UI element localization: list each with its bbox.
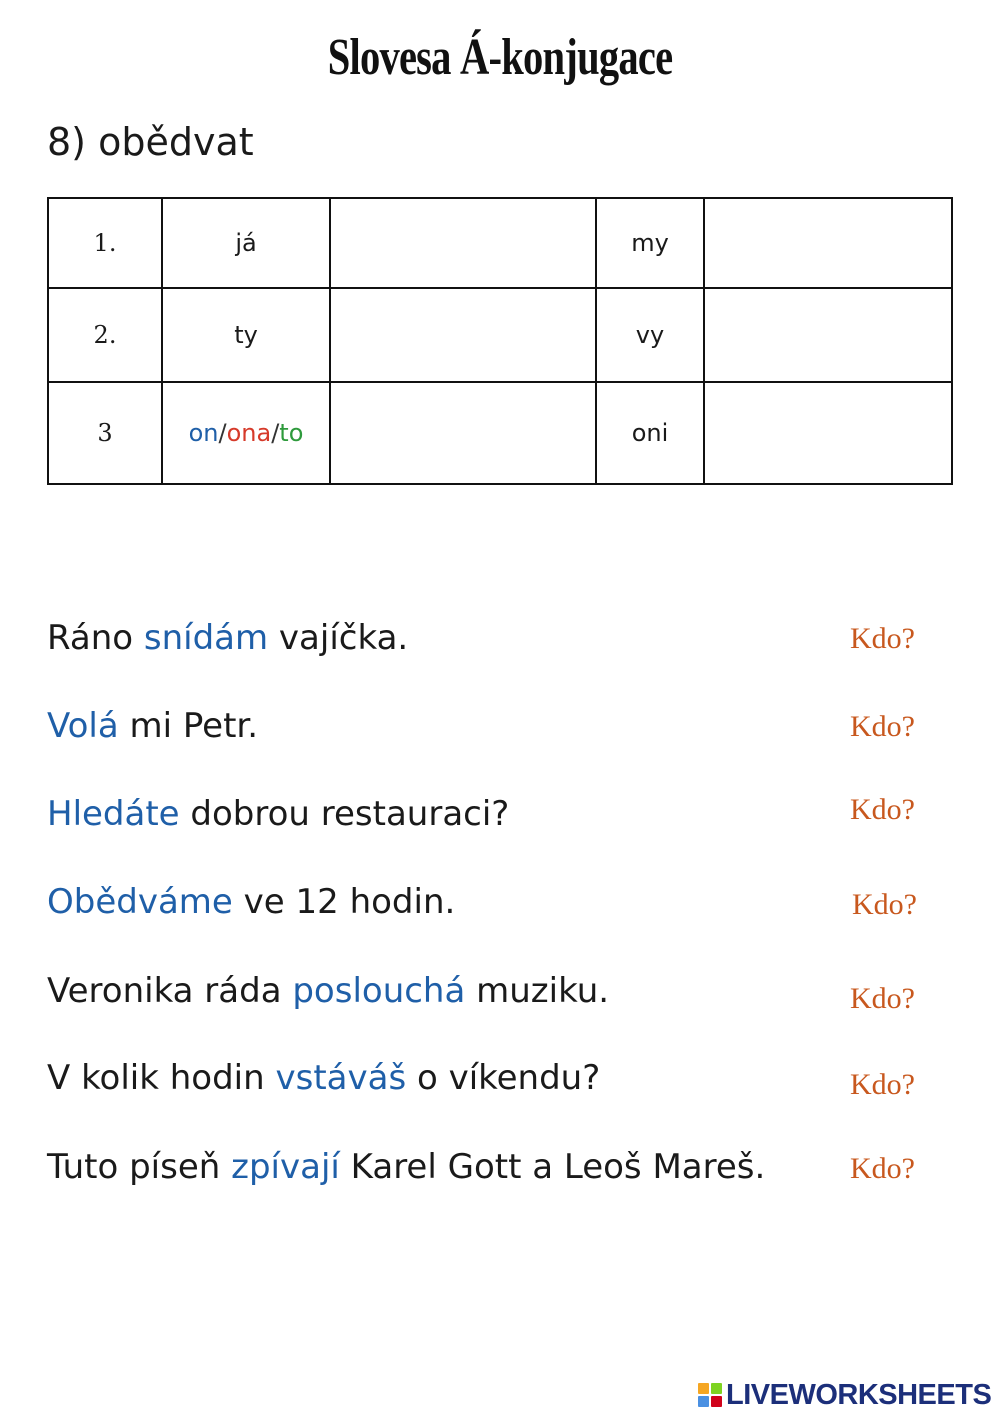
sentence-3 (47, 794, 509, 834)
sentence-2 (47, 706, 258, 746)
sentence-text: mi Petr. (118, 706, 259, 746)
separator: / (218, 419, 227, 447)
sentence-verb: zpívají (231, 1147, 340, 1187)
kdo-prompt[interactable]: Kdo? (850, 793, 915, 826)
sentence-text: Tuto píseň (47, 1147, 232, 1187)
sentence-text: dobrou restauraci? (179, 794, 510, 834)
sentence-text: ve 12 hodin. (232, 882, 456, 922)
sentence-text: Veronika ráda (47, 971, 293, 1011)
sentence-5 (47, 971, 609, 1011)
separator: / (271, 419, 280, 447)
kdo-prompt[interactable]: Kdo? (850, 710, 915, 743)
sentence-verb: poslouchá (292, 971, 466, 1011)
answer-field-singular[interactable] (330, 288, 596, 382)
table-row (48, 382, 952, 484)
table-row (48, 198, 952, 288)
answer-field-plural[interactable] (704, 288, 952, 382)
sentence-verb: Volá (47, 706, 119, 746)
sentence-text: Ráno (47, 618, 144, 658)
sentence-text: vajíčka. (268, 618, 409, 658)
logo-text: LIVEWORKSHEETS (726, 1378, 992, 1411)
sentence-verb: vstáváš (275, 1058, 407, 1098)
pronoun-singular: ty (162, 288, 330, 382)
kdo-prompt[interactable]: Kdo? (850, 622, 915, 655)
logo-mark-icon (698, 1383, 722, 1407)
pronoun-to: to (279, 419, 304, 447)
sentence-verb: snídám (143, 618, 269, 658)
person-number: 1. (48, 198, 162, 288)
pronoun-plural: vy (596, 288, 704, 382)
sentence-text: V kolik hodin (47, 1058, 276, 1098)
page-title: Slovesa Á-konjugace (327, 29, 673, 86)
kdo-prompt[interactable]: Kdo? (850, 1152, 915, 1185)
table-row (48, 288, 952, 382)
answer-field-singular[interactable] (330, 198, 596, 288)
sentence-7 (47, 1147, 765, 1187)
kdo-prompt[interactable]: Kdo? (850, 982, 915, 1015)
pronoun-singular (162, 382, 330, 484)
kdo-prompt[interactable]: Kdo? (850, 1068, 915, 1101)
kdo-prompt[interactable]: Kdo? (852, 888, 917, 921)
sentence-text: o víkendu? (406, 1058, 601, 1098)
pronoun-plural: my (596, 198, 704, 288)
sentence-6 (47, 1058, 600, 1098)
answer-field-singular[interactable] (330, 382, 596, 484)
pronoun-on: on (188, 419, 219, 447)
conjugation-table (47, 197, 953, 485)
task-heading: 8) obědvat (47, 120, 254, 164)
pronoun-ona: ona (226, 419, 272, 447)
sentence-verb: Obědváme (47, 882, 233, 922)
person-number: 3 (48, 382, 162, 484)
sentence-4 (47, 882, 455, 922)
person-number: 2. (48, 288, 162, 382)
answer-field-plural[interactable] (704, 198, 952, 288)
pronoun-plural: oni (596, 382, 704, 484)
answer-field-plural[interactable] (704, 382, 952, 484)
sentence-1 (47, 618, 408, 658)
sentence-verb: Hledáte (47, 794, 180, 834)
pronoun-singular: já (162, 198, 330, 288)
liveworksheets-logo (698, 1378, 991, 1412)
sentence-text: Karel Gott a Leoš Mareš. (339, 1147, 766, 1187)
sentence-text: muziku. (465, 971, 610, 1011)
